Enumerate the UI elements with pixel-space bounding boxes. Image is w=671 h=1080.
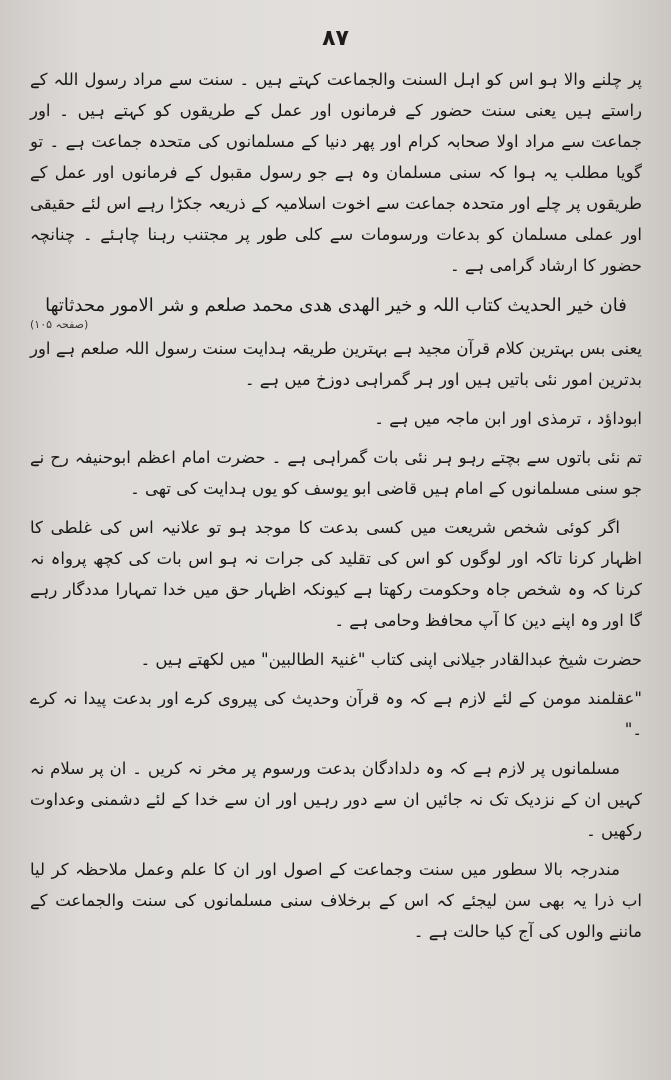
paragraph-sunnat-definition: پر چلنے والا ہو اس کو اہل السنت والجماعت کہتے ہیں ۔ سنت سے مراد رسول اللہ کے راستے ہیں یعنی سنت حضور کے فرمانوں اور عمل کے طریقوں کو کہتے ہیں ۔ اور جماعت سے مراد اولا صحابہ کرام اور پھر دنیا کے مسلمانوں کی متحدہ جماعت ہے ۔ تو گویا مطلب یہ ہوا کہ سنی مسلمان وہ ہے جو رسول مقبول کے فرمانوں اور عمل کے طریقوں پر چلے اور متحدہ جماعت سے اخوت اسلامیہ کے ذریعہ جکڑا رہے اس لئے حقیقی اور عملی مسلمان کو بدعات ورسومات سے کلی طور پر مجتنب رہنا چاہئے ۔ چنانچہ حضور کا ارشاد گرامی ہے ۔ xyxy=(30,70,642,275)
paragraph-bidat-warning: اگر کوئی شخص شریعت میں کسی بدعت کا موجد ہو تو علانیہ اس کی غلطی کا اظہار کرنا تاکہ اور لوگوں کو اس کی تقلید کی جرات نہ ہو اس بات کی کچھ پرواہ نہ کرنا کہ وہ شخص جاہ وحکومت رکھتا ہے کیونکہ اظہار حق میں خدا تمہارا مددگار رہے گا اور وہ اپنے دین کا آپ محافظ وحامی ہے ۔ xyxy=(30,518,642,630)
paragraph-muslim-duty: مسلمانوں پر لازم ہے کہ وہ دلدادگان بدعت ورسوم پر مخر نہ کریں ۔ ان پر سلام نہ کہیں ان کے نزدیک تک نہ جائیں ان سے دور رہیں اور ان سے خدا کے لئے دشمنی وعداوت رکھیں ۔ xyxy=(30,759,642,840)
hadith-source: ابوداؤد ، ترمذی اور ابن ماجہ میں ہے ۔ xyxy=(374,409,642,428)
page-body xyxy=(30,64,642,1060)
hadith-translation: یعنی بس بہترین کلام قرآن مجید ہے بہترین طریقہ ہدایت سنت رسول اللہ صلعم ہے اور بدترین امور نئی باتیں ہیں اور ہر گمراہی دوزخ میں ہے ۔ xyxy=(30,339,642,389)
hadith-reference: (صفحہ ۱۰۵) xyxy=(30,318,89,331)
quote-ghunyat-talibin: "عقلمند مومن کے لئے لازم ہے کہ وہ قرآن وحدیث کی پیروی کرے اور بدعت پیدا نہ کرے ۔" xyxy=(30,689,642,739)
paragraph-imam-abu-hanifa: تم نئی باتوں سے بچتے رہو ہر نئی بات گمراہی ہے ۔ حضرت امام اعظم ابوحنیفہ رح نے جو سنی مسلمانوں کے امام ہیں قاضی ابو یوسف کو یوں ہدایت کی تھی ۔ xyxy=(30,448,642,498)
paragraph-sheikh-jilani: حضرت شیخ عبدالقادر جیلانی اپنی کتاب "غنیۃ الطالبین" میں لکھتے ہیں ۔ xyxy=(140,650,642,669)
page-number: ۸۷ xyxy=(322,26,349,51)
arabic-hadith-quote: فان خیر الحدیث کتاب اللہ و خیر الھدی ھدی محمد صلعم و شر الامور محدثاتھا xyxy=(45,295,627,316)
paragraph-conclusion: مندرجہ بالا سطور میں سنت وجماعت کے اصول اور ان کا علم وعمل ملاحظہ کر لیا اب ذرا یہ بھی سن لیجئے کہ اس کے برخلاف سنی مسلمانوں کی سنت والجماعت کے ماننے والوں کی آج کیا حالت ہے ۔ xyxy=(30,860,642,941)
